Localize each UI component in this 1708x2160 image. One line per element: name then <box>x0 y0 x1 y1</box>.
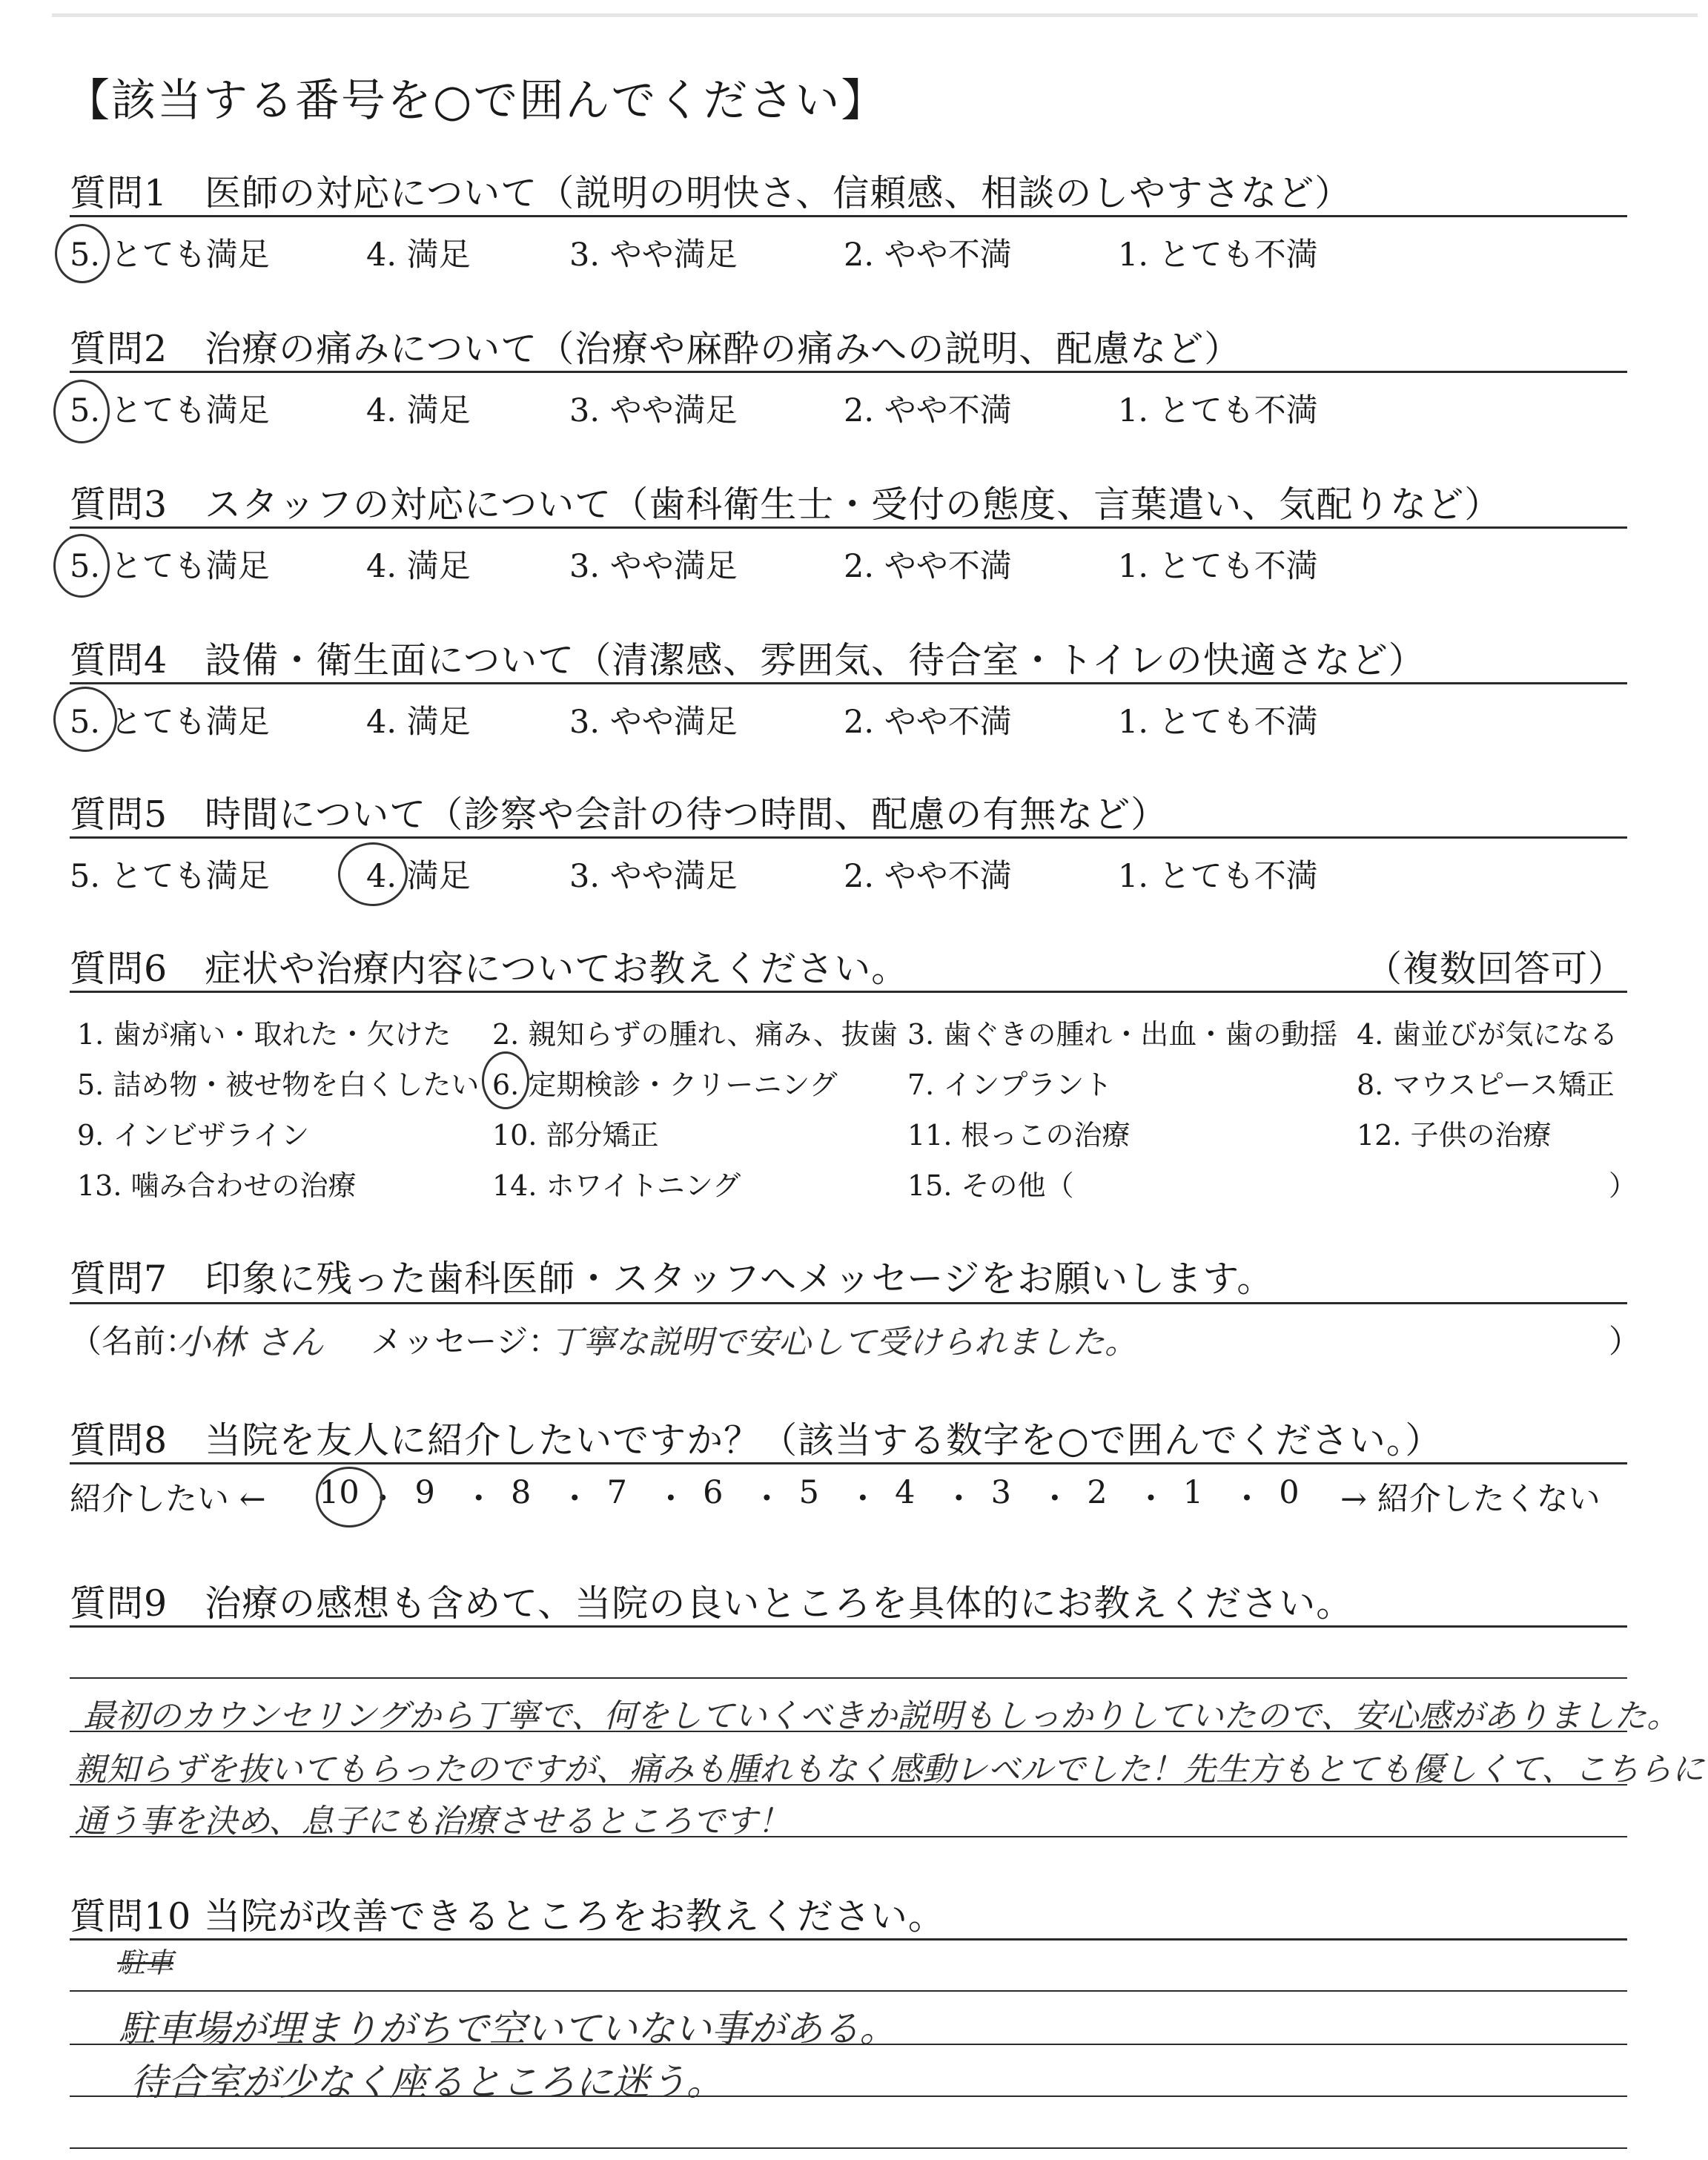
scan-edge <box>52 13 1698 17</box>
selection-circle <box>53 534 110 598</box>
multiple-answers-note: （複数回答可） <box>1366 948 1626 990</box>
rating-option-4[interactable]: 4. 満足 <box>366 704 471 741</box>
scale-value-10[interactable]: 10 <box>319 1474 360 1511</box>
rating-option-4[interactable]: 4. 満足 <box>366 858 471 895</box>
symptom-option[interactable]: 4. 歯並びが気になる <box>1357 1018 1618 1051</box>
symptom-option[interactable]: 11. 根っこの治療 <box>907 1119 1131 1152</box>
rule <box>70 215 1627 217</box>
message-handwritten[interactable]: 丁寧な説明で安心して受けられました。 <box>550 1324 1137 1361</box>
rule <box>70 991 1627 993</box>
selection-circle <box>482 1051 529 1109</box>
recommend-left-label: 紹介したい ← <box>70 1481 266 1518</box>
rule <box>70 1462 1627 1464</box>
scale-separator: ・ <box>655 1481 687 1518</box>
scale-value-4[interactable]: 4 <box>895 1474 916 1511</box>
rating-option-3[interactable]: 3. やや満足 <box>569 704 738 741</box>
rating-option-2[interactable]: 2. やや不満 <box>844 548 1012 585</box>
scale-separator: ・ <box>1134 1481 1167 1518</box>
rating-option-1[interactable]: 1. とても不満 <box>1118 548 1318 585</box>
selection-circle <box>316 1467 383 1527</box>
rating-option-3[interactable]: 3. やや満足 <box>569 858 738 895</box>
rating-option-5[interactable]: 5. とても満足 <box>70 392 270 429</box>
scale-value-5[interactable]: 5 <box>798 1474 819 1511</box>
rating-option-2[interactable]: 2. やや不満 <box>844 392 1012 429</box>
symptom-option-other[interactable]: 15. その他（ <box>907 1169 1074 1202</box>
rating-option-2[interactable]: 2. やや不満 <box>844 237 1012 274</box>
scale-separator: ・ <box>463 1481 495 1518</box>
symptom-option[interactable]: 12. 子供の治療 <box>1357 1119 1552 1152</box>
rule <box>70 1938 1627 1941</box>
question-6-title: 質問6 症状や治療内容についてお教えください。 <box>70 948 909 990</box>
name-handwritten[interactable]: 小林 さん <box>176 1322 324 1362</box>
symptom-option[interactable]: 3. 歯ぐきの腫れ・出血・歯の動揺 <box>907 1018 1338 1051</box>
writing-line <box>70 1990 1627 1992</box>
name-label: （名前： <box>70 1324 197 1361</box>
question-4-title: 質問4 設備・衛生面について（清潔感、雰囲気、待合室・トイレの快適さなど） <box>70 639 1426 681</box>
other-close-paren: ） <box>1609 1169 1638 1202</box>
scale-separator: ・ <box>847 1481 879 1518</box>
symptom-option[interactable]: 9. インビザライン <box>77 1119 310 1152</box>
symptom-option[interactable]: 8. マウスピース矯正 <box>1357 1069 1615 1101</box>
instruction-header: 【該当する番号を○で囲んでください】 <box>65 75 887 127</box>
scale-value-2[interactable]: 2 <box>1087 1474 1108 1511</box>
rating-option-3[interactable]: 3. やや満足 <box>569 548 738 585</box>
question-8-title: 質問8 当院を友人に紹介したいですか？（該当する数字を○で囲んでください。） <box>70 1419 1443 1462</box>
question-1-title: 質問1 医師の対応について（説明の明快さ、信頼感、相談のしやすさなど） <box>70 172 1352 214</box>
rating-option-1[interactable]: 1. とても不満 <box>1118 237 1318 274</box>
symptom-option[interactable]: 7. インプラント <box>907 1069 1113 1101</box>
rule <box>70 1302 1627 1304</box>
selection-circle <box>53 380 110 443</box>
writing-line <box>70 2147 1627 2149</box>
rating-option-1[interactable]: 1. とても不満 <box>1118 704 1318 741</box>
struck-out-word: 駐車 <box>117 1946 174 1979</box>
scale-separator: ・ <box>942 1481 975 1518</box>
rule <box>70 526 1627 529</box>
scale-separator: ・ <box>1231 1481 1263 1518</box>
scale-value-7[interactable]: 7 <box>606 1474 627 1511</box>
good-points-line-1[interactable]: 最初のカウンセリングから丁寧で、何をしていくべきか説明もしっかりしていたので、安心感がありました。 <box>83 1697 1680 1735</box>
writing-line <box>70 1677 1627 1679</box>
rule <box>70 371 1627 373</box>
symptom-option[interactable]: 1. 歯が痛い・取れた・欠けた <box>77 1018 451 1051</box>
scale-separator: ・ <box>558 1481 591 1518</box>
rating-option-2[interactable]: 2. やや不満 <box>844 704 1012 741</box>
symptom-option[interactable]: 5. 詰め物・被せ物を白くしたい <box>77 1069 480 1101</box>
scale-value-6[interactable]: 6 <box>703 1474 724 1511</box>
recommend-scale <box>319 1474 1327 1517</box>
question-7-title: 質問7 印象に残った歯科医師・スタッフへメッセージをお願いします。 <box>70 1258 1274 1300</box>
question-2-title: 質問2 治療の痛みについて（治療や麻酔の痛みへの説明、配慮など） <box>70 328 1242 370</box>
selection-circle <box>338 842 408 906</box>
rule <box>70 1625 1627 1628</box>
question-9-title: 質問9 治療の感想も含めて、当院の良いところを具体的にお教えください。 <box>70 1582 1354 1625</box>
rating-option-5[interactable]: 5. とても満足 <box>70 548 270 585</box>
question-3-title: 質問3 スタッフの対応について（歯科衛生士・受付の態度、言葉遣い、気配りなど） <box>70 483 1502 526</box>
rule <box>70 682 1627 684</box>
good-points-line-2[interactable]: 親知らずを抜いてもらったのですが、痛みも腫れもなく感動レベルでした！先生方もとても優しくて、こちらに <box>74 1751 1705 1789</box>
scale-value-0[interactable]: 0 <box>1279 1474 1300 1511</box>
improvement-line-1[interactable]: 駐車場が埋まりがちで空いていない事がある。 <box>119 2007 897 2050</box>
rating-option-4[interactable]: 4. 満足 <box>366 237 471 274</box>
selection-circle <box>55 224 110 283</box>
improvement-line-2[interactable]: 待合室が少なく座るところに迷う。 <box>130 2061 724 2104</box>
scale-value-1[interactable]: 1 <box>1182 1474 1204 1511</box>
rating-option-3[interactable]: 3. やや満足 <box>569 392 738 429</box>
scale-separator: ・ <box>750 1481 783 1518</box>
symptom-option[interactable]: 13. 噛み合わせの治療 <box>77 1169 357 1202</box>
question-10-title: 質問10 当院が改善できるところをお教えください。 <box>70 1895 945 1938</box>
rule <box>70 836 1627 839</box>
rating-option-5[interactable]: 5. とても満足 <box>70 858 270 895</box>
symptom-option[interactable]: 10. 部分矯正 <box>492 1119 659 1152</box>
good-points-line-3[interactable]: 通う事を決め、息子にも治療させるところです！ <box>74 1803 790 1840</box>
message-label: メッセージ： <box>371 1324 560 1361</box>
symptom-option[interactable]: 2. 親知らずの腫れ、痛み、抜歯 <box>492 1018 898 1051</box>
scale-value-3[interactable]: 3 <box>990 1474 1012 1511</box>
rating-option-5[interactable]: 5. とても満足 <box>70 704 270 741</box>
scale-separator: ・ <box>366 1481 399 1518</box>
rating-option-1[interactable]: 1. とても不満 <box>1118 858 1318 895</box>
question-5-title: 質問5 時間について（診察や会計の待つ時間、配慮の有無など） <box>70 793 1168 836</box>
rating-option-3[interactable]: 3. やや満足 <box>569 237 738 274</box>
scale-value-8[interactable]: 8 <box>511 1474 532 1511</box>
symptom-option[interactable]: 14. ホワイトニング <box>492 1169 741 1202</box>
selection-circle <box>53 687 117 752</box>
rating-option-5[interactable]: 5. とても満足 <box>70 237 270 274</box>
rating-option-1[interactable]: 1. とても不満 <box>1118 392 1318 429</box>
rating-option-4[interactable]: 4. 満足 <box>366 392 471 429</box>
symptom-option[interactable]: 6. 定期検診・クリーニング <box>492 1069 838 1101</box>
rating-option-2[interactable]: 2. やや不満 <box>844 858 1012 895</box>
scale-separator: ・ <box>1039 1481 1071 1518</box>
scale-value-9[interactable]: 9 <box>414 1474 435 1511</box>
recommend-right-label: → 紹介したくない <box>1340 1481 1601 1518</box>
rating-option-4[interactable]: 4. 満足 <box>366 548 471 585</box>
message-close-paren: ） <box>1609 1324 1641 1361</box>
